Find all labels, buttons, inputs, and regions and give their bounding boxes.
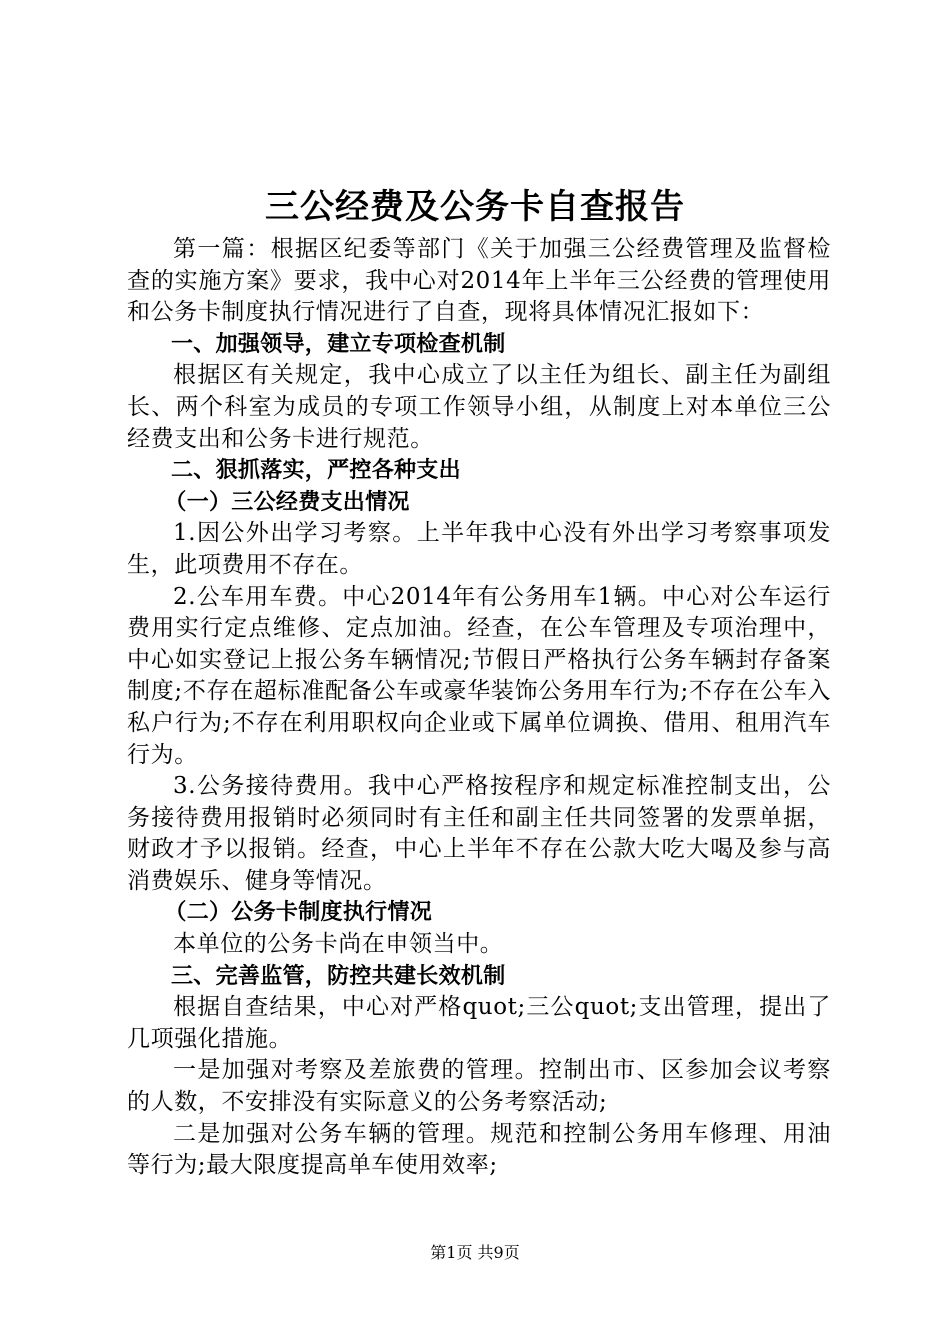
paragraph-item-1: 1.因公外出学习考察。上半年我中心没有外出学习考察事项发生，此项费用不存在。 <box>127 520 831 578</box>
section-heading-1: 一、加强领导，建立专项检查机制 <box>171 331 506 357</box>
paragraph-card-status: 本单位的公务卡尚在申领当中。 <box>173 931 504 958</box>
subsection-heading-2: （二）公务卡制度执行情况 <box>164 900 432 926</box>
paragraph-leadership: 根据区有关规定，我中心成立了以主任为组长、副主任为副组长、两个科室为成员的专项工作领导小组，从制度上对本单位三公经费支出和公务卡进行规范。 <box>127 362 831 452</box>
paragraph-item-3: 3.公务接待费用。我中心严格按程序和规定标准控制支出，公务接待费用报销时必须同时有主任和副主任共同签署的发票单据，财政才予以报销。经查，中心上半年不存在公款大吃大喝及参与高消费娱乐、健身等情况。 <box>127 773 831 894</box>
paragraph-measure-2: 二是加强对公务车辆的管理。规范和控制公务用车修理、用油等行为;最大限度提高单车使用效率; <box>127 1120 831 1179</box>
document-title: 三公经费及公务卡自查报告 <box>265 187 685 227</box>
paragraph-item-2: 2.公车用车费。中心2014年有公务用车1辆。中心对公车运行费用实行定点维修、定点加油。经查，在公车管理及专项治理中，中心如实登记上报公务车辆情况;节假日严格执行公务车辆封存备案制度;不存在超标准配备公车或豪华装饰公务用车行为;不存在公车入私户行为;不存在利用职权向企业或下属单位调换、借用、租用汽车行为。 <box>127 583 831 768</box>
document-body <box>127 234 831 1182</box>
section-heading-2: 二、狠抓落实，严控各种支出 <box>171 458 461 484</box>
section-heading-3: 三、完善监管，防控共建长效机制 <box>171 963 506 989</box>
paragraph-intro: 第一篇：根据区纪委等部门《关于加强三公经费管理及监督检查的实施方案》要求，我中心对2014年上半年三公经费的管理使用和公务卡制度执行情况进行了自查，现将具体情况汇报如下： <box>127 236 831 326</box>
subsection-heading-1: （一）三公经费支出情况 <box>164 489 410 515</box>
paragraph-measures-intro: 根据自查结果，中心对严格quot;三公quot;支出管理，提出了几项强化措施。 <box>127 994 831 1052</box>
page-footer: 第1页 共9页 <box>430 1243 520 1262</box>
paragraph-measure-1: 一是加强对考察及差旅费的管理。控制出市、区参加会议考察的人数，不安排没有实际意义的公务考察活动; <box>127 1057 831 1116</box>
